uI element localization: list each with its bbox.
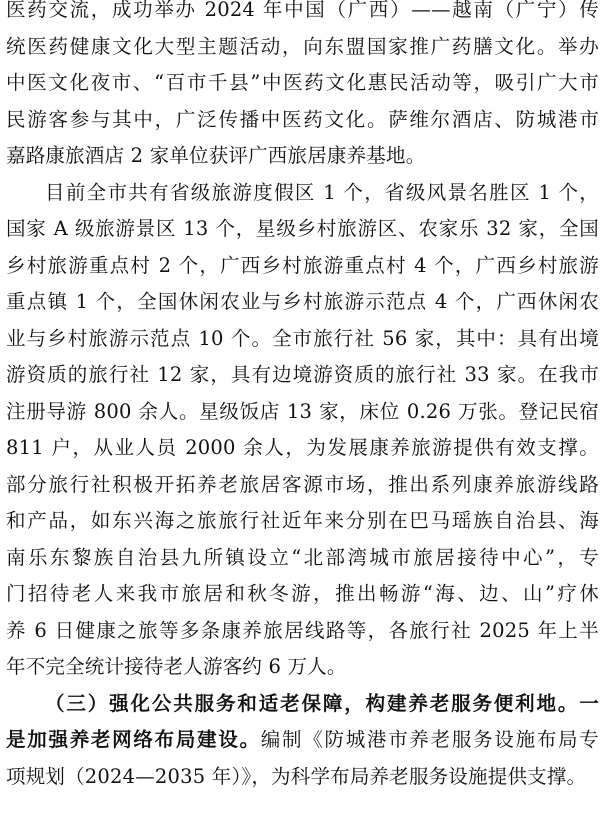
sub-heading: 是加强养老网络布局建设。	[6, 728, 261, 751]
text-line: 门招待老人来我市旅居和秋冬游，推出畅游“海、边、山”疗休	[6, 582, 599, 605]
text-line	[6, 722, 599, 759]
text-line: 和产品，如东兴海之旅旅行社近年来分别在巴马瑶族自治县、海	[6, 509, 599, 532]
paragraph-1	[6, 0, 599, 175]
document-page	[6, 0, 599, 795]
paragraph-3	[6, 686, 599, 796]
text-span: 编制《防城港市养老服务设施布局专	[260, 728, 599, 751]
text-line: 中医文化夜市、“百市千县”中医药文化惠民活动等，吸引广大市	[6, 71, 599, 94]
text-line: 811 户，从业人员 2000 余人，为发展康养旅游提供有效支撑。	[6, 436, 599, 459]
text-line: 项规划（2024—2035 年）》，为科学布局养老服务设施提供支撑。	[6, 764, 587, 788]
text-line: 养 6 日健康之旅等多条康养旅居线路等，各旅行社 2025 年上半	[6, 618, 599, 642]
text-line: 乡村旅游重点村 2 个，广西乡村旅游重点村 4 个，广西乡村旅游	[6, 253, 599, 277]
text-line: 重点镇 1 个，全国休闲农业与乡村旅游示范点 4 个，广西休闲农	[6, 290, 599, 313]
text-line: 医药交流，成功举办 2024 年中国（广西）——越南（广宁）传	[6, 0, 599, 21]
text-line: 业与乡村旅游示范点 10 个。全市旅行社 56 家，其中：具有出境	[6, 326, 599, 350]
text-line: 民游客参与其中，广泛传播中医药文化。萨维尔酒店、防城港市	[6, 107, 599, 131]
section-heading-line: （三）强化公共服务和适老保障，构建养老服务便利地。一	[45, 691, 599, 715]
text-line: 嘉路康旅酒店 2 家单位获评广西旅居康养基地。	[6, 144, 426, 167]
text-line: 统医药健康文化大型主题活动，向东盟国家推广药膳文化。举办	[6, 34, 599, 58]
text-line: 年不完全统计接待老人游客约 6 万人。	[6, 655, 347, 678]
text-line: 注册导游 800 余人。星级饭店 13 家，床位 0.26 万张。登记民宿	[6, 399, 599, 423]
text-line: 游资质的旅行社 12 家，具有边境游资质的旅行社 33 家。在我市	[6, 363, 599, 386]
text-line: 目前全市共有省级旅游度假区 1 个，省级风景名胜区 1 个，	[45, 180, 599, 204]
text-line: 部分旅行社积极开拓养老旅居客源市场，推出系列康养旅游线路	[6, 472, 599, 496]
text-line: 国家 A 级旅游景区 13 个，星级乡村旅游区、农家乐 32 家，全国	[6, 217, 599, 240]
paragraph-2	[6, 175, 599, 686]
text-line: 南乐东黎族自治县九所镇设立“北部湾城市旅居接待中心”，专	[6, 545, 599, 569]
